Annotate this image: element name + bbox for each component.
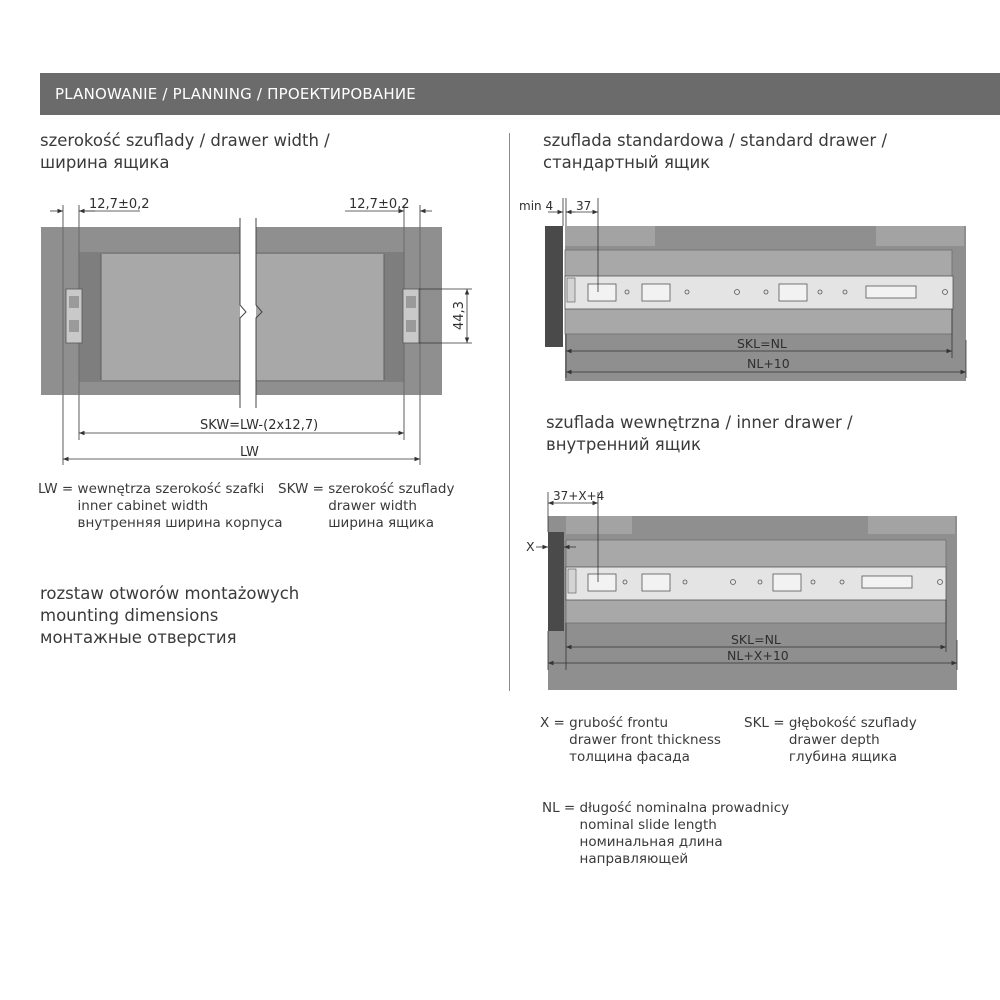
dim-height: 44,3 bbox=[452, 301, 467, 330]
inner-drawer-heading-line: внутренний ящик bbox=[546, 435, 701, 454]
legend-skw-line: drawer width bbox=[328, 498, 417, 514]
mounting-heading-line: монтажные отверстия bbox=[40, 628, 237, 647]
dim-lw: LW bbox=[240, 445, 259, 460]
standard-drawer-front bbox=[545, 226, 563, 347]
legend-nl-line: nominal slide length bbox=[579, 817, 717, 833]
legend-lw-line: inner cabinet width bbox=[77, 498, 209, 514]
dim-x: X bbox=[526, 539, 535, 554]
legend-x-line: толщина фасада bbox=[569, 749, 690, 765]
dim-offset: 37 bbox=[576, 199, 592, 213]
legend-nl-key: NL = bbox=[542, 800, 580, 816]
dim-inner-skl: SKL=NL bbox=[731, 632, 781, 647]
legend-nl-line: номинальная длина bbox=[579, 834, 723, 850]
dim-gap-left: 12,7±0,2 bbox=[89, 197, 150, 212]
mounting-heading-line: mounting dimensions bbox=[40, 606, 219, 625]
dim-inner-offset: 37+X+4 bbox=[553, 489, 605, 503]
standard-drawer-heading-line: стандартный ящик bbox=[543, 153, 711, 172]
legend-skw-line: ширина ящика bbox=[328, 515, 435, 531]
dim-min: min 4 bbox=[519, 199, 554, 213]
legend-lw-key: LW = bbox=[38, 481, 78, 497]
break-gap bbox=[240, 218, 256, 408]
legend-skl-line: drawer depth bbox=[788, 732, 880, 748]
dim-skl: SKL=NL bbox=[737, 336, 787, 351]
standard-drawer-heading-line: szuflada standardowa / standard drawer / bbox=[543, 131, 888, 150]
legend-lw-line: внутренняя ширина корпуса bbox=[77, 515, 283, 531]
legend-x-key: X = bbox=[540, 715, 570, 731]
legend-skl-line: głębokość szuflady bbox=[788, 715, 917, 731]
legend-nl-line: długość nominalna prowadnicy bbox=[579, 800, 790, 816]
legend-skl-line: глубина ящика bbox=[788, 749, 898, 765]
drawer-width-drawing bbox=[41, 197, 472, 465]
legend-x-line: grubość frontu bbox=[569, 715, 669, 731]
dim-skw: SKW=LW-(2x12,7) bbox=[200, 418, 319, 433]
legend-skw-key: SKW = bbox=[278, 481, 329, 497]
drawer-width-heading-line: ширина ящика bbox=[40, 153, 170, 172]
header-title: PLANOWANIE / PLANNING / ПРОЕКТИРОВАНИЕ bbox=[55, 85, 416, 103]
drawer-width-heading-line: szerokość szuflady / drawer width / bbox=[40, 131, 330, 150]
standard-drawer-drawing bbox=[519, 198, 966, 381]
inner-drawer-heading-line: szuflada wewnętrzna / inner drawer / bbox=[546, 413, 853, 432]
inner-drawer-front bbox=[548, 532, 564, 631]
legend-x-line: drawer front thickness bbox=[569, 732, 721, 748]
legend-nl-line: направляющей bbox=[579, 851, 689, 867]
dim-inner-nl: NL+X+10 bbox=[727, 648, 789, 663]
mounting-heading-line: rozstaw otworów montażowych bbox=[40, 584, 300, 603]
legend-skl-key: SKL = bbox=[744, 715, 789, 731]
dim-gap-right: 12,7±0,2 bbox=[349, 197, 410, 212]
legend-lw-line: wewnętrza szerokość szafki bbox=[77, 481, 265, 497]
legend-skw-line: szerokość szuflady bbox=[328, 481, 455, 497]
dim-nl: NL+10 bbox=[747, 356, 790, 371]
inner-drawer-drawing bbox=[526, 489, 957, 690]
